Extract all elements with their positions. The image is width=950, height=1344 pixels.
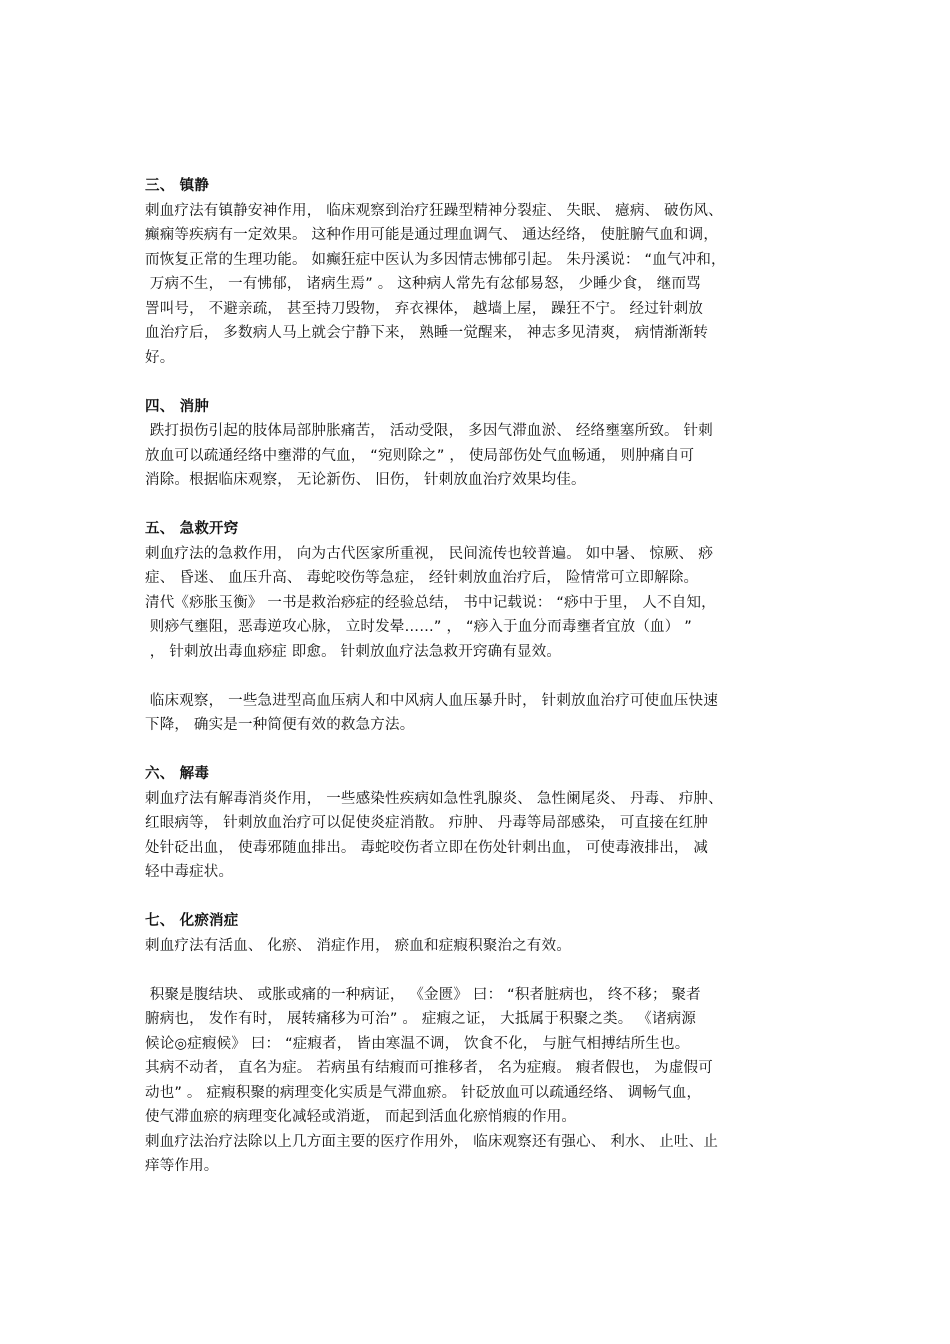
paragraph-line: 轻中毒症状。	[145, 864, 234, 880]
section-heading: 三、 镇静	[145, 178, 210, 194]
paragraph-line: 痒等作用。	[145, 1158, 219, 1174]
paragraph-line: 刺血疗法治疗法除以上几方面主要的医疗作用外， 临床观察还有强心、 利水、 止吐、止	[145, 1133, 719, 1150]
paragraph-line: ， 针刺放出毒血痧症 即愈。 针刺放血疗法急救开窍确有显效。	[145, 643, 562, 660]
paragraph-line: 放血可以疏通经络中壅滞的气血， “宛则除之” ， 使局部伤处气血畅通， 则肿痛自可	[145, 447, 695, 464]
paragraph-line: 詈叫号， 不避亲疏， 甚至持刀毁物， 弃衣裸体， 越墙上屋， 躁狂不宁。 经过针刺放	[145, 300, 704, 317]
paragraph-line: 而恢复正常的生理功能。 如癫狂症中医认为多因情志怫郁引起。 朱丹溪说： “血气冲和，	[145, 251, 726, 268]
paragraph-gap	[145, 370, 813, 395]
paragraph-line: 积聚是腹结块、 或胀或痛的一种病证， 《金匮》 曰： “积者脏病也， 终不移； 聚者	[145, 986, 701, 1003]
paragraph-line: 万病不生， 一有怫郁， 诸病生焉” 。 这种病人常先有忿郁易怒， 少睡少食， 继而骂	[145, 276, 701, 292]
paragraph-line: 好。	[145, 349, 175, 366]
document-body	[145, 174, 813, 1179]
paragraph-line: 其病不动者， 直名为症。 若病虽有结瘕而可推移者， 名为症瘕。 瘕者假也， 为虚假可	[145, 1060, 713, 1076]
paragraph-gap	[145, 885, 813, 910]
paragraph-line: 动也” 。 症瘕积聚的病理变化实质是气滞血瘀。 针砭放血可以疏通经络、 调畅气血，	[145, 1084, 702, 1101]
paragraph-line: 血治疗后， 多数病人马上就会宁静下来， 熟睡一觉醒来， 神志多见清爽， 病情渐渐转	[145, 325, 709, 341]
paragraph-line: 红眼病等， 针刺放血治疗可以促使炎症消散。 疖肿、 丹毒等局部感染， 可直接在红肿	[145, 815, 709, 831]
paragraph-line: 使气滞血瘀的病理变化减轻或消逝， 而起到活血化瘀悄瘕的作用。	[145, 1109, 577, 1125]
paragraph-line: 腑病也， 发作有时， 展转痛移为可治” 。 症瘕之证， 大抵属于积聚之类。 《诸病源	[145, 1011, 697, 1027]
paragraph-gap	[145, 738, 813, 763]
paragraph-line: 临床观察， 一些急进型高血压病人和中风病人血压暴升时， 针刺放血治疗可使血压快速	[145, 692, 719, 709]
paragraph-line: 清代《痧胀玉衡》 一书是救治痧症的经验总结， 书中记载说： “痧中于里， 人不自知，	[145, 594, 716, 611]
paragraph-line: 刺血疗法的急救作用， 向为古代医家所重视， 民间流传也较普遍。 如中暑、 惊厥、 痧	[145, 545, 713, 562]
paragraph-line: 刺血疗法有活血、 化瘀、 消症作用， 瘀血和症瘕积聚治之有效。	[145, 937, 572, 954]
paragraph-line: 下降， 确实是一种简便有效的救急方法。	[145, 717, 415, 733]
paragraph-line: 则痧气壅阻，恶毒逆攻心脉， 立时发晕……” ， “痧入于血分而毒壅者宜放（血） ”	[145, 619, 692, 635]
paragraph-line: 处针砭出血， 使毒邪随血排出。 毒蛇咬伤者立即在伤处针刺出血， 可使毒液排出， 减	[145, 839, 709, 856]
paragraph-line: 消除。根据临床观察， 无论新伤、 旧伤， 针刺放血治疗效果均佳。	[145, 472, 586, 488]
paragraph-line: 癫痫等疾病有一定效果。 这种作用可能是通过理血调气、 通达经络， 使脏腑气血和调，	[145, 227, 719, 243]
section-heading: 五、 急救开窍	[145, 521, 239, 537]
section-heading: 六、 解毒	[145, 766, 210, 782]
paragraph-line	[145, 958, 813, 983]
paragraph-gap	[145, 493, 813, 518]
paragraph-line: 症、 昏迷、 血压升高、 毒蛇咬伤等急症， 经针刺放血治疗后， 险情常可立即解除。	[145, 570, 699, 586]
paragraph-line: 刺血疗法有解毒消炎作用， 一些感染性疾病如急性乳腺炎、 急性阑尾炎、 丹毒、 疖肿、	[145, 790, 723, 807]
section-heading: 七、 化瘀消症	[145, 913, 239, 929]
section-heading: 四、 消肿	[145, 398, 210, 415]
paragraph-line: 跌打损伤引起的肢体局部肿胀痛苦， 活动受限， 多因气滞血淤、 经络壅塞所致。 针刺	[145, 423, 713, 439]
paragraph-line: 刺血疗法有镇静安神作用， 临床观察到治疗狂躁型精神分裂症、 失眠、 癔病、 破伤风、	[145, 202, 723, 219]
paragraph-line: 候论◎症瘕候》 曰： “症瘕者， 皆由寒温不调， 饮食不化， 与脏气相搏结所生也。	[145, 1035, 690, 1052]
paragraph-line	[145, 664, 813, 689]
